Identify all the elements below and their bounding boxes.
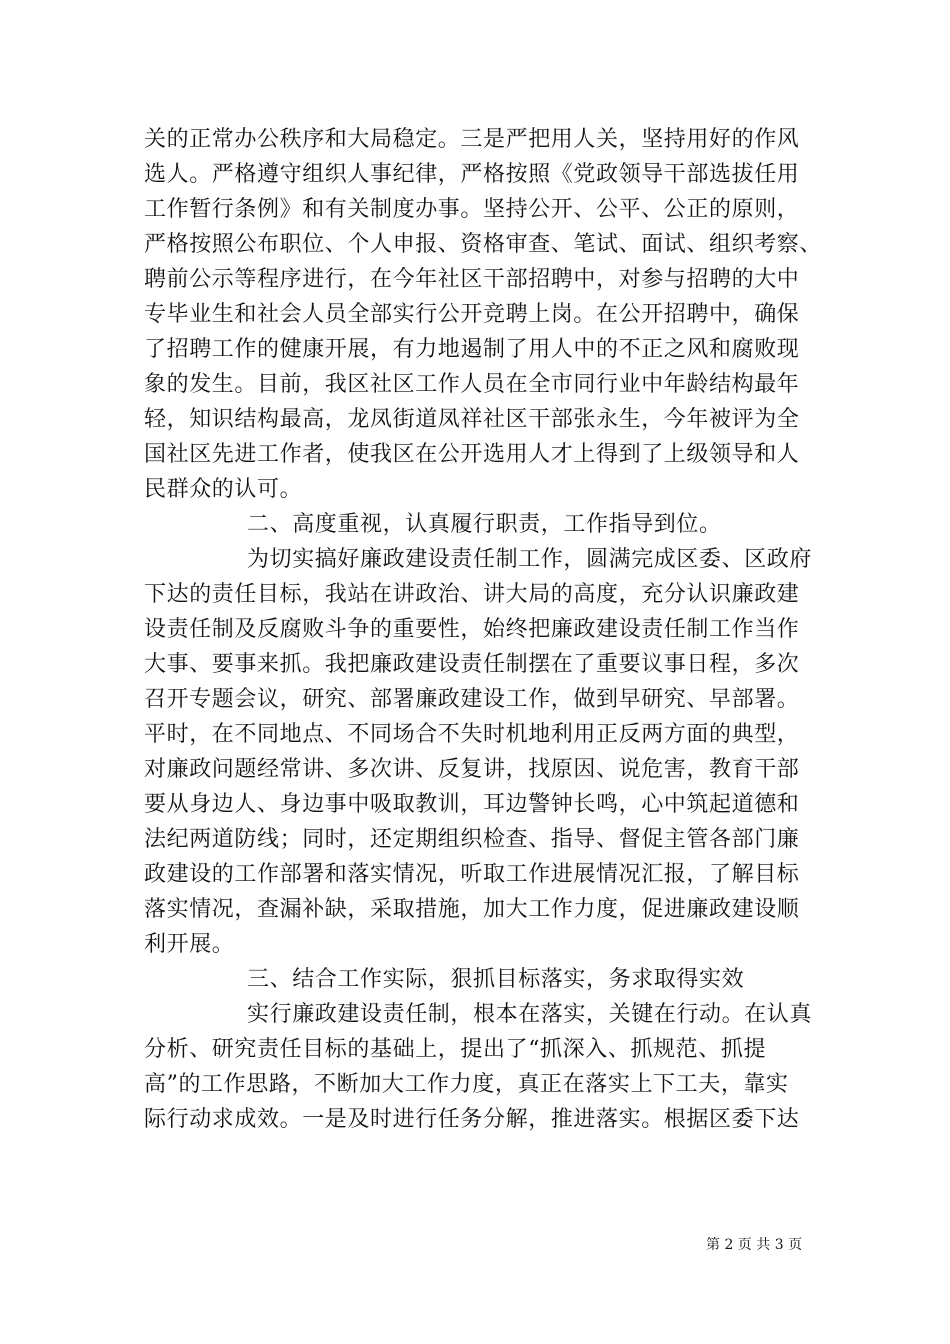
text-line: 民群众的认可。 bbox=[144, 477, 303, 502]
text-line: 严格按照公布职位、个人申报、资格审查、笔试、面试、组织考察、 bbox=[144, 232, 823, 257]
text-line: 设责任制及反腐败斗争的重要性，始终把廉政建设责任制工作当作 bbox=[144, 617, 800, 642]
section-heading: 二、高度重视，认真履行职责，工作指导到位。 bbox=[247, 512, 722, 537]
text-line: 选人。严格遵守组织人事纪律，严格按照《党政领导干部选拔任用 bbox=[144, 162, 800, 187]
text-line: 利开展。 bbox=[144, 932, 235, 957]
section-heading: 三、结合工作实际，狠抓目标落实，务求取得实效 bbox=[247, 967, 745, 992]
text-line: 为切实搞好廉政建设责任制工作，圆满完成区委、区政府 bbox=[247, 547, 813, 572]
text-line: 落实情况，查漏补缺，采取措施，加大工作力度，促进廉政建设顺 bbox=[144, 897, 800, 922]
text-line: 聘前公示等程序进行，在今年社区干部招聘中，对参与招聘的大中 bbox=[144, 267, 800, 292]
text-line: 轻，知识结构最高，龙凤街道凤祥社区干部张永生，今年被评为全 bbox=[144, 407, 800, 432]
text-line: 国社区先进工作者，使我区在公开选用人才上得到了上级领导和人 bbox=[144, 442, 800, 467]
page-number-footer: 第 2 页 共 3 页 bbox=[706, 1237, 803, 1253]
text-line: 高”的工作思路，不断加大工作力度，真正在落实上下工夫，靠实 bbox=[144, 1072, 789, 1097]
text-line: 大事、要事来抓。我把廉政建设责任制摆在了重要议事日程，多次 bbox=[144, 652, 800, 677]
text-line: 工作暂行条例》和有关制度办事。坚持公开、公平、公正的原则， bbox=[144, 197, 800, 222]
text-line: 法纪两道防线；同时，还定期组织检查、指导、督促主管各部门廉 bbox=[144, 827, 800, 852]
text-line: 专毕业生和社会人员全部实行公开竞聘上岗。在公开招聘中，确保 bbox=[144, 302, 800, 327]
text-line: 际行动求成效。一是及时进行任务分解，推进落实。根据区委下达 bbox=[144, 1107, 800, 1132]
text-line: 召开专题会议，研究、部署廉政建设工作，做到早研究、早部署。 bbox=[144, 687, 800, 712]
text-line: 象的发生。目前，我区社区工作人员在全市同行业中年龄结构最年 bbox=[144, 372, 800, 397]
text-line: 实行廉政建设责任制，根本在落实，关键在行动。在认真 bbox=[247, 1002, 813, 1027]
text-line: 关的正常办公秩序和大局稳定。三是严把用人关，坚持用好的作风 bbox=[144, 127, 800, 152]
text-line: 要从身边人、身边事中吸取教训，耳边警钟长鸣，心中筑起道德和 bbox=[144, 792, 800, 817]
text-line: 下达的责任目标，我站在讲政治、讲大局的高度，充分认识廉政建 bbox=[144, 582, 800, 607]
text-line: 了招聘工作的健康开展，有力地遏制了用人中的不正之风和腐败现 bbox=[144, 337, 800, 362]
text-line: 平时，在不同地点、不同场合不失时机地利用正反两方面的典型， bbox=[144, 722, 800, 747]
text-line: 分析、研究责任目标的基础上，提出了“抓深入、抓规范、抓提 bbox=[144, 1037, 767, 1062]
text-line: 政建设的工作部署和落实情况，听取工作进展情况汇报，了解目标 bbox=[144, 862, 800, 887]
text-line: 对廉政问题经常讲、多次讲、反复讲，找原因、说危害，教育干部 bbox=[144, 757, 800, 782]
